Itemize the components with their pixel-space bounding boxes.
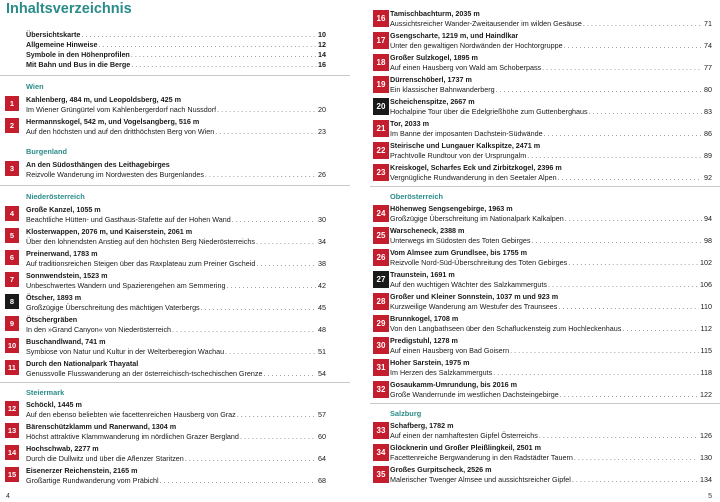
tour-number-badge: 26 (373, 249, 389, 266)
toc-general-item[interactable]: Allgemeine Hinweise . . . 12 (26, 40, 326, 50)
region-heading-salzburg: Salzburg (390, 409, 422, 418)
tour-number-badge: 27 (373, 271, 389, 288)
tour-number-badge: 31 (373, 359, 389, 376)
toc-general-item[interactable]: Symbole in den Höhenprofilen . . . 14 (26, 50, 326, 60)
toc-general-item[interactable]: Übersichtskarte . . . 10 (26, 30, 326, 40)
tour-number-badge: 3 (5, 161, 19, 176)
toc-entry[interactable]: 7 Sonnwendstein, 1523 m Unbeschwertes Wandern und Spazierengehen am Semmering . . . 42 (26, 271, 326, 291)
tour-number-badge: 20 (373, 98, 389, 115)
divider (0, 75, 350, 76)
toc-entry[interactable]: 3 An den Südosthängen des Leithagebirges Reizvolle Wanderung im Nordwesten des Burgenlandes . . . 26 (26, 160, 326, 180)
divider (0, 382, 350, 383)
tour-number-badge: 34 (373, 444, 389, 461)
tour-number-badge: 10 (5, 338, 19, 353)
toc-entry[interactable]: 20 Scheichenspitze, 2667 m Hochalpine Tour über die Edelgrießhöhe zum Guttenberghaus . . . 83 (390, 97, 712, 117)
toc-entry[interactable]: 18 Großer Sulzkogel, 1895 m Auf einen Hausberg von Wald am Schoberpass . . . 77 (390, 53, 712, 73)
tour-number-badge: 16 (373, 10, 389, 27)
tour-number-badge: 28 (373, 293, 389, 310)
tour-number-badge: 33 (373, 422, 389, 439)
tour-number-badge: 17 (373, 32, 389, 49)
tour-number-badge: 25 (373, 227, 389, 244)
toc-entry[interactable]: 15 Eisenerzer Reichenstein, 2165 m Großartige Rundwanderung vom Präbichl . . . 68 (26, 466, 326, 486)
toc-entry[interactable]: 34 Glöcknerin und Großer Pleißlingkeil, 2501 m Facettenreiche Bergwanderung in den Radstädter Tauern . . . 130 (390, 443, 712, 463)
region-heading-steiermark: Steiermark (26, 388, 65, 397)
region-heading-niederoesterreich: Niederösterreich (26, 192, 85, 201)
toc-entry[interactable]: 26 Vom Almsee zum Grundlsee, bis 1755 m Reizvolle Nord-Süd-Überschreitung des Toten Gebirges . . . 102 (390, 248, 712, 268)
general-section (26, 30, 326, 70)
toc-entry[interactable]: 9 Ötschergräben In den »Grand Canyon« von Niederösterreich . . . 48 (26, 315, 326, 335)
tour-number-badge: 22 (373, 142, 389, 159)
tour-number-badge: 5 (5, 228, 19, 243)
page-number-left: 4 (6, 493, 10, 500)
tour-number-badge: 32 (373, 381, 389, 398)
tour-number-badge: 23 (373, 164, 389, 181)
toc-entry[interactable]: 11 Durch den Nationalpark Thayatal Genussvolle Flusswanderung an der österreichisch-tschechischen Grenze . . . 54 (26, 359, 326, 379)
divider (370, 186, 720, 187)
toc-entry[interactable]: 1 Kahlenberg, 484 m, und Leopoldsberg, 425 m Im Wiener Grüngürtel vom Kahlenbergerdorf nach Nussdorf . . . 20 (26, 95, 326, 115)
tour-number-badge: 29 (373, 315, 389, 332)
toc-entry[interactable]: 2 Hermannskogel, 542 m, und Vogelsangberg, 516 m Auf den höchsten und auf den dritthöchsten Berg von Wien . . . 23 (26, 117, 326, 137)
right-page (370, 0, 720, 502)
toc-entry[interactable]: 17 Gsengscharte, 1219 m, und Haindlkar Unter den gewaltigen Nordwänden der Hochtorgruppe . . . 74 (390, 31, 712, 51)
toc-entry[interactable]: 13 Bärenschützklamm und Ranerwand, 1304 m Höchst attraktive Klammwanderung im nördlichen Grazer Bergland . . . 60 (26, 422, 326, 442)
toc-entry[interactable]: 31 Hoher Sarstein, 1975 m Im Herzen des Salzkammerguts . . . 118 (390, 358, 712, 378)
tour-number-badge: 35 (373, 466, 389, 483)
region-heading-oberoesterreich: Oberösterreich (390, 192, 443, 201)
toc-entry[interactable]: 33 Schafberg, 1782 m Auf einen der namhaftesten Gipfel Österreichs . . . 126 (390, 421, 712, 441)
tour-number-badge: 2 (5, 118, 19, 133)
toc-entry[interactable]: 22 Steirische und Lungauer Kalkspitze, 2471 m Prachtvolle Rundtour von der Ursprungalm . . . 89 (390, 141, 712, 161)
tour-number-badge: 9 (5, 316, 19, 331)
toc-entry[interactable]: 19 Dürrenschöberl, 1737 m Ein klassischer Bahnwanderberg . . . 80 (390, 75, 712, 95)
toc-entry[interactable]: 35 Großes Gurpitscheck, 2526 m Malerischer Twenger Almsee und aussichtsreicher Gipfel . . . 134 (390, 465, 712, 485)
toc-entry[interactable]: 14 Hochschwab, 2277 m Durch die Dullwitz und über die Aflenzer Staritzen . . . 64 (26, 444, 326, 464)
tour-number-badge: 18 (373, 54, 389, 71)
toc-entry[interactable]: 32 Gosaukamm-Umrundung, bis 2016 m Große Wanderrunde im westlichen Dachsteingebirge . . . 122 (390, 380, 712, 400)
divider (0, 185, 350, 186)
tour-number-badge: 21 (373, 120, 389, 137)
page-title: Inhaltsverzeichnis (6, 1, 132, 17)
toc-entry[interactable]: 25 Warscheneck, 2388 m Unterwegs im Südosten des Toten Gebirges . . . 98 (390, 226, 712, 246)
toc-entry[interactable]: 28 Großer und Kleiner Sonnstein, 1037 m und 923 m Kurzweilige Wanderung am Westufer des Traunsees . . . 110 (390, 292, 712, 312)
region-heading-burgenland: Burgenland (26, 147, 68, 156)
divider (370, 403, 720, 404)
toc-entry[interactable]: 16 Tamischbachturm, 2035 m Aussichtsreicher Wander-Zweitausender im wilden Gesäuse . . . 71 (390, 9, 712, 29)
page-number-right: 5 (708, 493, 712, 500)
toc-entry[interactable]: 21 Tor, 2033 m Im Banne der imposanten Dachstein-Südwände . . . 86 (390, 119, 712, 139)
tour-number-badge: 14 (5, 445, 19, 460)
toc-entry[interactable]: 5 Klosterwappen, 2076 m, und Kaiserstein, 2061 m Über den lohnendsten Anstieg auf den höchsten Berg Niederösterreichs . . . 34 (26, 227, 326, 247)
toc-entry[interactable]: 23 Kreiskogel, Scharfes Eck und Zirbitzkogel, 2396 m Vergnügliche Rundwanderung in den Seetaler Alpen . . . 92 (390, 163, 712, 183)
toc-general-item[interactable]: Mit Bahn und Bus in die Berge . . . 16 (26, 60, 326, 70)
tour-number-badge: 12 (5, 401, 19, 416)
tour-number-badge: 4 (5, 206, 19, 221)
tour-number-badge: 30 (373, 337, 389, 354)
region-heading-wien: Wien (26, 82, 44, 91)
tour-number-badge: 13 (5, 423, 19, 438)
left-page (0, 0, 350, 502)
toc-entry[interactable]: 24 Höhenweg Sengsengebirge, 1963 m Großzügige Überschreitung im Nationalpark Kalkalpen . . . 94 (390, 204, 712, 224)
tour-number-badge: 7 (5, 272, 19, 287)
toc-entry[interactable]: 8 Ötscher, 1893 m Großzügige Überschreitung des mächtigen Vaterbergs . . . 45 (26, 293, 326, 313)
toc-entry[interactable]: 27 Traunstein, 1691 m Auf den wuchtigen Wächter des Salzkammerguts . . . 106 (390, 270, 712, 290)
tour-number-badge: 1 (5, 96, 19, 111)
toc-entry[interactable]: 12 Schöckl, 1445 m Auf den ebenso beliebten wie facettenreichen Hausberg von Graz . . . 57 (26, 400, 326, 420)
tour-number-badge: 24 (373, 205, 389, 222)
toc-entry[interactable]: 6 Preinerwand, 1783 m Auf traditionsreichen Steigen über das Raxplateau zum Preiner Gscheid . . . 38 (26, 249, 326, 269)
toc-entry[interactable]: 4 Große Kanzel, 1055 m Beachtliche Hütten- und Gasthaus-Stafette auf der Hohen Wand . . . 30 (26, 205, 326, 225)
tour-number-badge: 11 (5, 360, 19, 375)
toc-entry[interactable]: 29 Brunnkogel, 1708 m Von den Langbathseen über den Schafluckensteig zum Hochleckenhaus . . . 112 (390, 314, 712, 334)
tour-number-badge: 8 (5, 294, 19, 309)
toc-entry[interactable]: 30 Predigstuhl, 1278 m Auf einen Hausberg von Bad Goisern . . . 115 (390, 336, 712, 356)
tour-number-badge: 19 (373, 76, 389, 93)
tour-number-badge: 15 (5, 467, 19, 482)
tour-number-badge: 6 (5, 250, 19, 265)
toc-entry[interactable]: 10 Buschandlwand, 741 m Symbiose von Natur und Kultur in der Welterberegion Wachau . . . 51 (26, 337, 326, 357)
